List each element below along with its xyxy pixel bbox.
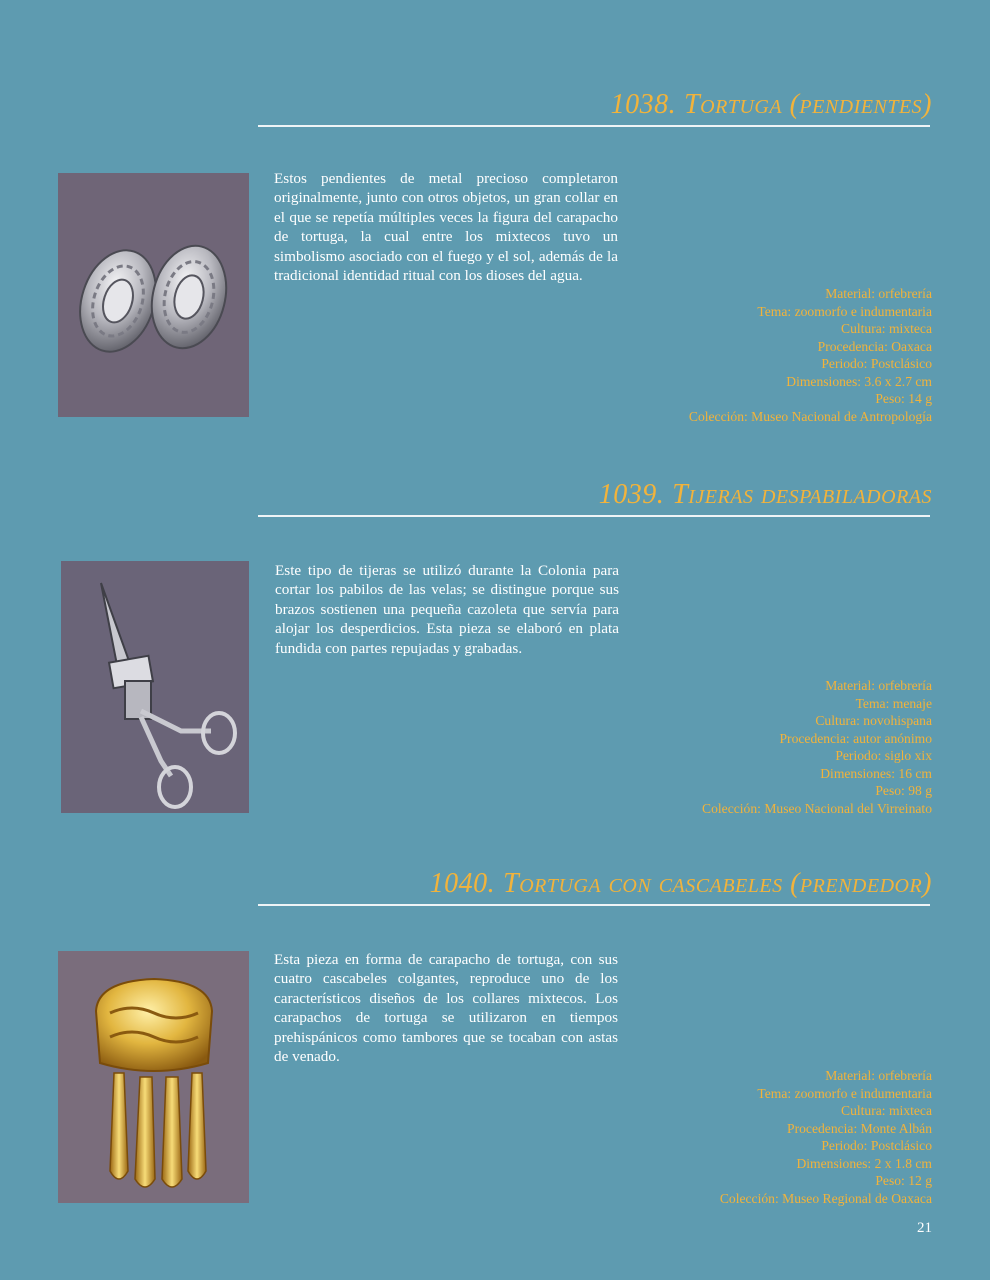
meta-dimensiones: Dimensiones: 16 cm [820, 765, 932, 781]
meta-cultura: Cultura: mixteca [841, 321, 932, 336]
candle-snuffer-scissors-illustration [61, 561, 249, 813]
entry-number: 1039. [598, 479, 665, 510]
meta-periodo: Periodo: siglo xix [835, 748, 932, 763]
meta-material: Material: orfebrería [825, 1068, 932, 1083]
entry-number: 1040. [429, 868, 496, 899]
entry-description: Este tipo de tijeras se utilizó durante la Colonia para cortar los pabilos de las velas; se distingue porque sus brazos sostienen una pequeña cazoleta que servía para alojar los desperdicios. Esta pieza se elaboró en plata fundida con partes repujadas y grabadas. [275, 562, 619, 657]
entry-title [611, 89, 932, 121]
catalog-entry-1039 [0, 479, 990, 859]
page-number: 21 [917, 1220, 932, 1236]
meta-material: Material: orfebrería [825, 286, 932, 301]
entry-metadata [689, 285, 932, 425]
meta-cultura: Cultura: novohispana [815, 713, 932, 728]
entry-title [599, 479, 932, 511]
meta-procedencia: Procedencia: Oaxaca [817, 338, 932, 354]
scissors-photo [61, 561, 249, 813]
title-rule [258, 125, 930, 127]
gold-turtle-brooch-illustration [58, 951, 249, 1203]
title-rule [258, 515, 930, 517]
meta-procedencia: Procedencia: autor anónimo [779, 730, 932, 746]
catalog-entry-1040 [0, 868, 990, 1248]
meta-procedencia: Procedencia: Monte Albán [787, 1120, 932, 1136]
entry-number: 1038. [610, 89, 677, 120]
silver-turtle-earrings-illustration [58, 173, 249, 417]
earrings-photo [58, 173, 249, 417]
meta-coleccion: Colección: Museo Nacional de Antropología [688, 408, 932, 424]
meta-cultura: Cultura: mixteca [841, 1103, 932, 1118]
meta-peso: Peso: 12 g [875, 1173, 932, 1188]
entry-title [430, 868, 932, 900]
entry-metadata [702, 677, 932, 817]
meta-peso: Peso: 98 g [875, 783, 932, 798]
meta-coleccion: Colección: Museo Regional de Oaxaca [719, 1190, 932, 1206]
meta-dimensiones: Dimensiones: 2 x 1.8 cm [796, 1155, 932, 1171]
meta-tema: Tema: zoomorfo e indumentaria [757, 1085, 932, 1101]
entry-title-text: Tortuga (pendientes) [684, 89, 932, 120]
entry-title-text: Tortuga con cascabeles (prendedor) [503, 868, 932, 899]
gold-turtle-photo [58, 951, 249, 1203]
meta-periodo: Periodo: Postclásico [821, 1138, 932, 1153]
title-rule [258, 904, 930, 906]
meta-peso: Peso: 14 g [875, 391, 932, 406]
entry-title-text: Tijeras despabiladoras [672, 479, 932, 510]
entry-description: Esta pieza en forma de carapacho de tortuga, con sus cuatro cascabeles colgantes, reproduce uno de los característicos diseños de los collares mixtecos. Los carapachos de tortuga se utilizaron en tiempos prehispánicos como tambores que se tocaban con astas de venado. [274, 951, 618, 1066]
meta-dimensiones: Dimensiones: 3.6 x 2.7 cm [786, 373, 932, 389]
catalog-entry-1038 [0, 89, 990, 469]
meta-coleccion: Colección: Museo Nacional del Virreinato [702, 800, 932, 816]
meta-tema: Tema: zoomorfo e indumentaria [757, 303, 932, 319]
meta-periodo: Periodo: Postclásico [821, 356, 932, 371]
entry-description: Estos pendientes de metal precioso completaron originalmente, junto con otros objetos, un gran collar en el que se repetía múltiples veces la figura del carapacho de tortuga, la cual entre los mixtecos tuvo un simbolismo asociado con el fuego y el sol, además de la tradicional identidad ritual con los dioses del agua. [274, 170, 618, 285]
meta-tema: Tema: menaje [855, 695, 932, 711]
entry-metadata [720, 1067, 932, 1207]
meta-material: Material: orfebrería [825, 678, 932, 693]
